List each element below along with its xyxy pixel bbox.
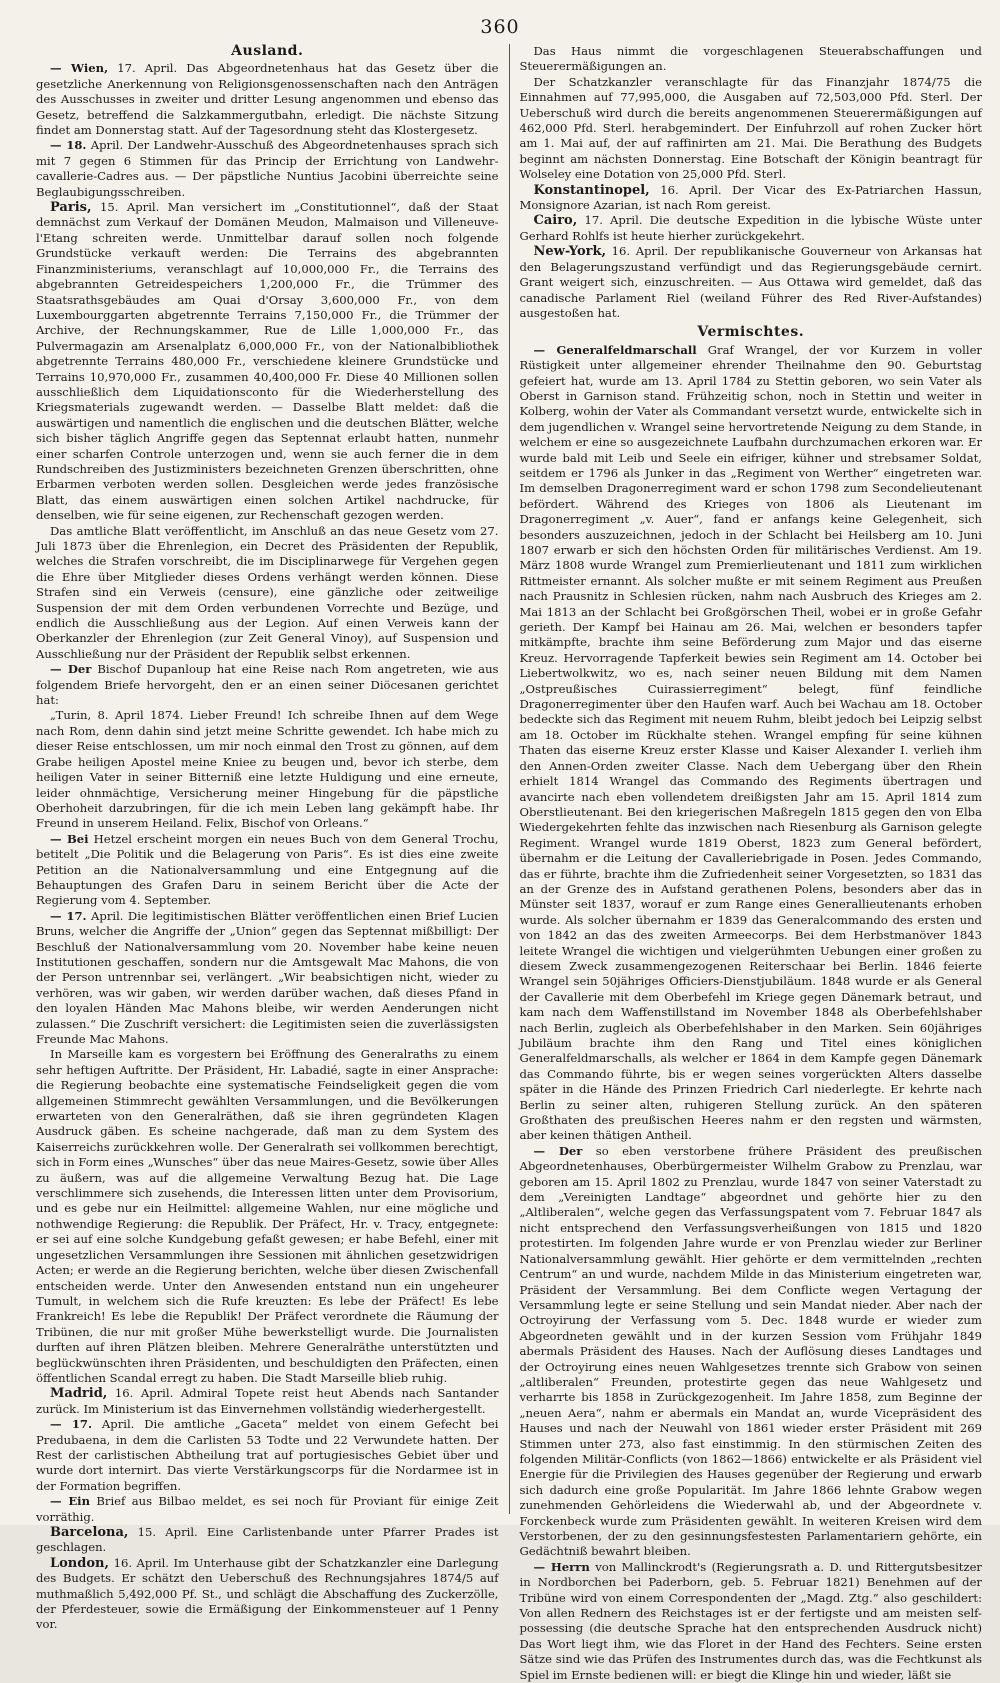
paragraph-text: 17. April. Das Abgeordnetenhaus hat das Gesetz über die gesetzliche Anerkennung von Religionsgenossenschaften nach den Anträgen des Ausschusses in zweiter und dritter Lesung angenommen und ebenso das Gesetz, betreffend die Salzkammergutbahn, erledigt. Die nächste Sitzung findet am Donnerstag statt. Auf der Tagesordnung steht das Klostergesetz.: [36, 61, 499, 138]
dateline: Madrid,: [50, 1386, 108, 1402]
article-paragraph: [36, 1386, 499, 1417]
paragraph-text: 16. April. Der Vicar des Ex-Patriarchen Hassun, Monsignore Azarian, ist nach Rom gereist.: [519, 182, 982, 213]
article-paragraph: [36, 832, 499, 909]
paragraph-text: April. Der Landwehr-Ausschuß des Abgeordnetenhauses sprach sich mit 7 gegen 6 Stimmen für das Princip der Errichtung von Landwehr-cavallerie-Cadres aus. — Der päpstliche Nuntius Jacobini überreichte seine Beglaubigungsschreiben.: [36, 138, 499, 199]
paragraph-text: Brief aus Bilbao meldet, es sei noch für Proviant für einige Zeit vorräthig.: [36, 1494, 499, 1524]
paragraph-text: so eben verstorbene frühere Präsident des preußischen Abgeordnetenhauses, Oberbürgermeister Wilhelm Grabow zu Prenzlau, war geboren am 15. April 1802 zu Prenzlau, wurde 1847 von seiner Vaterstadt zu dem „Vereinigten Landtage“ abgeordnet und gehörte hier zu den „Altliberalen“, welche gegen das Verfassungspatent vom 7. Februar 1847 als nicht entsprechend den Verfassungsverheißungen von 1815 und 1820 protestirten. Im folgenden Jahre wurde er von Prenzlau wieder zur Berliner Nationalversammlung gewählt. Hier gehörte er dem vermittelnden „rechten Centrum“ an und wurde, nachdem Milde in das Ministerium eingetreten war, Präsident der Versammlung. Bei dem Conflicte wegen Vertagung der Versammlung legte er seine Stellung und sein Mandat nieder. Aber nach der Octroyirung der Verfassung vom 5. Dec. 1848 wurde er wieder zum Abgeordneten gewählt und in der kurzen Session vom Frühjahr 1849 abermals Präsident des Hauses. Nach der Auflösung dieses Landtages und der Octroyirung eines neuen Wahlgesetzes trennte sich Grabow von seinen „altliberalen“ Freunden, protestirte gegen das neue Wahlgesetz und verharrte bis 1858 in Zurückgezogenheit. Im Jahre 1858, zum Beginne der „neuen Aera“, nahm er abermals ein Mandat an, wurde Vicepräsident des Hauses und nach der Neuwahl von 1861 wieder erster Präsident mit 269 Stimmen unter 273, also fast einstimmig. In den stürmischen Zeiten des folgenden Militär-Conflicts (von 1862—1866) entwickelte er als Präsident viel Energie für die Privilegien des Hauses gegenüber der Regierung und erwarb sich dadurch eine große Popularität. Im Jahre 1866 lehnte Grabow wegen zunehmenden Gehörleidens die Wiederwahl ab, und der Abgeordnete v. Forckenbeck wurde zum Präsidenten gewählt. In weiteren Kreisen wird dem Verstorbenen, der zu den gesinnungsfestesten Parlamentariern gehörte, ein Gedächtniß bewahrt bleiben.: [519, 1143, 982, 1559]
dateline: Paris,: [50, 200, 92, 216]
article-paragraph: [519, 183, 982, 214]
paragraph-text: 16. April. Im Unterhause gibt der Schatzkanzler eine Darlegung des Budgets. Er schätzt den Ueberschuß des Rechnungsjahres 1874/5 auf muthmaßlich 5,492,000 Pf. St., und schlägt die Abschaffung des Zuckerzölle, der Pferdesteuer, sowie die Ermäßigung der Einkommensteuer auf 1 Penny vor.: [36, 1555, 499, 1632]
paragraph-text: 16. April. Admiral Topete reist heut Abends nach Santander zurück. Im Ministerium ist das Einvernehmen vollständig wiederhergestellt.: [36, 1386, 499, 1416]
article-paragraph: [519, 244, 982, 321]
article-paragraph: [36, 1494, 499, 1525]
article-paragraph: [36, 524, 499, 663]
dateline: — 17.: [50, 908, 87, 923]
dateline: — Generalfeldmarschall: [533, 342, 697, 357]
paragraph-text: 16. April. Der republikanische Gouverneur von Arkansas hat den Belagerungszustand verfündigt und das Regierungsgebäude cernirt. Grant weigert sich, einzuschreiten. — Aus Ottawa wird gemeldet, daß das canadische Parlament Riel (weiland Führer des Red River-Aufstandes) ausgestoßen hat.: [519, 244, 982, 320]
paragraph-text: In Marseille kam es vorgestern bei Eröffnung des Generalraths zu einem sehr heftigen Auftritte. Der Präsident, Hr. Labadié, sagte in einer Ansprache: die Regierung beobachte eine systematische Feindseligkeit gegen die vom allgemeinen Stimmrecht gewählten Versammlungen, und die Bevölkerungen erwarteten von den Generalräthen, daß sie ihren gegründeten Klagen Ausdruck gäben. Es scheine nachgerade, daß man zu dem System des Kaiserreichs zurückkehren wolle. Der Generalrath sei vollkommen berechtigt, sich in Form eines „Wunsches“ über das neue Maires-Gesetz, sowie über Alles zu äußern, was auf die allgemeine Verwaltung Bezug hat. Die Lage verschlimmere sich zusehends, die Interessen litten unter dem Provisorium, und es gebe nur ein Heilmittel: allgemeine Wahlen, nur eine mögliche und nothwendige Regierung: die Republik. Der Präfect, Hr. v. Tracy, entgegnete: er sei auf eine solche Kundgebung gefaßt gewesen; er habe Befehl, einer mit ungesetzlichen Versammlungen ihre Sessionen mit ähnlichen gesetzwidrigen Acten; er werde an die Regierung berichten, welche über diesen Zwischenfall entscheiden werde. Unter den Anwesenden entstand nun ein ungeheurer Tumult, in welchem sich die Rufe kreuzten: Es lebe der Präfect! Es lebe Frankreich! Es lebe die Republik! Der Präfect verordnete die Räumung der Tribünen, die nur mit großer Mühe bewerkstelligt wurde. Die Journalisten durften auf ihren Plätzen bleiben. Mehrere Generalräthe unterstützten und beglückwünschten ihren Präsidenten, und beschuldigten den Präfecten, einen öffentlichen Scandal erregt zu haben. Die Stadt Marseille blieb ruhig.: [36, 1047, 499, 1385]
paragraph-text: 17. April. Die deutsche Expedition in die lybische Wüste unter Gerhard Rohlfs ist heute hierher zurückgekehrt.: [519, 213, 982, 243]
section-title-vermischtes: Vermischtes.: [697, 324, 805, 341]
article-paragraph: [36, 708, 499, 831]
paragraph-text: Das Haus nimmt die vorgeschlagenen Steuerabschaffungen und Steuerermäßigungen an.: [519, 44, 982, 74]
article-paragraph: [36, 1047, 499, 1386]
dateline: — 18.: [50, 138, 87, 153]
paragraph-text: Der Schatzkanzler veranschlagte für das Finanzjahr 1874/75 die Einnahmen auf 77,995,000, die Ausgaben auf 72,503,000 Pfd. Sterl. Der Ueberschuß wird durch die bereits angenommenen Steuerermäßigungen auf 462,000 Pfd. Sterl. herabgemindert. Der Einfuhrzoll auf rohen Zucker hört am 1. Mai auf, der auf raffinirten am 21. Mai. Die Berathung des Budgets beginnt am nächsten Donnerstag. Eine Botschaft der Königin beantragt für Wolseley eine Dotation von 25,000 Pfd. Sterl.: [519, 74, 982, 182]
dateline: — Ein: [50, 1494, 90, 1509]
dateline: Konstantinopel,: [533, 182, 650, 198]
paragraph-text: 15. April. Man versichert im „Constitutionnel“, daß der Staat demnächst zum Verkauf der Domänen Meudon, Malmaison und Villeneuve-l'Etang schreiten werde. Unmittelbar darauf sollen noch folgende Grundstücke verkauft werden: Die Terrains des abgebrannten Finanzministeriums, veranschlagt auf 10,000,000 Fr., die Terrains des abgebrannten Getreidespeichers 1,200,000 Fr., die Trümmer des Staatsrathsgebäudes am Quai d'Orsay 3,600,000 Fr., von dem Luxembourggarten abgetrennte Terrains 7,150,000 Fr., die Trümmer der Archive, der Rechnungskammer, Rue de Lille 1,000,000 Fr., das Pulvermagazin am Arsenalplatz 6,000,000 Fr., von der Nationalbibliothek abgetrennte Terrains 480,000 Fr., verschiedene kleinere Grundstücke und Terrains 10,970,000 Fr., zusammen 40,400,000 Fr. Diese 40 Millionen sollen ausschließlich dem Liquidationsconto für die Wiederherstellung des Kriegsmaterials zugewandt werden. — Dasselbe Blatt meldet: daß die auswärtigen und namentlich die englischen und die deutschen Blätter, welche sich bisher täglich Angriffe gegen das Septennat erlaubt hatten, nunmehr einer scharfen Controle unterzogen und, wenn sie auch ferner die in dem Rundschreiben des Justizministers bezeichneten Grenzen überschritten, ohne Erbarmen verboten werden sollen. Desgleichen werde jedes französische Blatt, das einem auswärtigen einen solchen Artikel nachdrucke, für denselben, wie für seine eigenen, zur Rechenschaft gezogen werden.: [36, 200, 499, 523]
article-paragraph: [519, 213, 982, 244]
paragraph-text: Hetzel erscheint morgen ein neues Buch von dem General Trochu, betitelt „Die Politik und die Belagerung von Paris“. Es ist dies eine zweite Petition an die Nationalversammlung und eine Entgegnung auf die Behauptungen des Grafen Daru in seinem Bericht über die Acte der Regierung vom 4. September.: [36, 831, 499, 908]
article-paragraph: [519, 1144, 982, 1560]
article-paragraph: [36, 200, 499, 524]
article-paragraph: [36, 1525, 499, 1556]
paragraph-text: von Mallinckrodt's (Regierungsrath a. D. und Rittergutsbesitzer in Nordborchen bei Paderborn, geb. 5. Februar 1821) Benehmen auf der Tribüne wird von einem Correspondenten der „Magd. Ztg.“ also geschildert: Von allen Rednern des Reichstages ist er der fertigste und am meisten self-possessing (die deutsche Sprache hat den entsprechenden Ausdruck nicht) Das Wort liegt ihm, wie das Floret in der Hand des Fechters. Seine ersten Sätze sind wie das Prüfen des Instrumentes durch das, was die Fechtkunst als Spiel im Ernste bedienen will: er biegt die Klinge hin und wieder, läßt sie: [519, 1559, 982, 1682]
article-paragraph: [36, 1417, 499, 1494]
dateline: — Der: [50, 662, 92, 677]
page-number: 360: [480, 16, 520, 38]
dateline: — Wien,: [50, 61, 109, 76]
dateline: — Der: [533, 1143, 583, 1158]
article-paragraph: [36, 662, 499, 708]
paragraph-text: Das amtliche Blatt veröffentlicht, im Anschluß an das neue Gesetz vom 27. Juli 1873 über die Ehrenlegion, ein Decret des Präsidenten der Republik, welches die Strafen vorschreibt, die im Disciplinarwege für Vergehen gegen die Ehre über Mitglieder dieses Ordens verhängt werden können. Diese Strafen sind ein Verweis (censure), eine gänzliche oder zeitweilige Suspension der mit dem Orden verbundenen Vorrechte und Bezüge, und endlich die Ausschließung aus der Legion. Auf einen Verweis kann der Oberkanzler der Ehrenlegion (zur Zeit General Vinoy), auf Suspension und Ausschließung nur der Präsident der Republik selbst erkennen.: [36, 523, 499, 661]
paragraph-text: April. Die legitimistischen Blätter veröffentlichen einen Brief Lucien Bruns, welcher die Angriffe der „Union“ gegen das Septennat mißbilligt: Der Beschluß der Nationalversammlung vom 20. November habe keine neuen Institutionen geschaffen, sondern nur die Amtsgewalt Mac Mahons, die von der Person untrennbar sei, verlängert. „Wir beabsichtigen nicht, wieder zu verhören, was wir gaben, wir werden darüber wachen, daß dieses Pfand in den loyalen Händen Mac Mahons bleibe, wir werden Aenderungen nicht zulassen.“ Die Zuschrift versichert: die Legitimisten seien die zuverlässigsten Freunde Mac Mahons.: [36, 908, 499, 1046]
dateline: Barcelona,: [50, 1525, 129, 1540]
section-title-ausland: Ausland.: [231, 43, 304, 59]
article-paragraph: [36, 61, 499, 138]
dateline: London,: [50, 1555, 110, 1571]
column-divider: [509, 44, 510, 1514]
article-paragraph: [36, 138, 499, 200]
article-paragraph: [519, 1560, 982, 1683]
article-paragraph: [519, 44, 982, 75]
dateline: — 17.: [50, 1417, 93, 1432]
left-column: [36, 43, 499, 1632]
right-column: [519, 44, 982, 1682]
article-paragraph: [36, 909, 499, 1048]
dateline: New-York,: [533, 244, 606, 260]
dateline: Cairo,: [533, 213, 578, 229]
article-paragraph: [36, 1556, 499, 1633]
article-paragraph: [519, 343, 982, 1144]
paragraph-text: Graf Wrangel, der vor Kurzem in voller Rüstigkeit unter allgemeiner ehrender Theilnahme den 90. Geburtstag gefeiert hat, wurde am 13. April 1784 zu Stettin geboren, wo sein Vater als Oberst in Garnison stand. Frühzeitig schon, noch in Stettin und weiter in Kolberg, wohin der Vater als Commandant versetzt wurde, entwickelte sich in dem jugendlichen v. Wrangel seine hervortretende Neigung zu dem Stande, in welchem er eine so ausgezeichnete Laufbahn durchzumachen erkoren war. Er wurde bald mit Leib und Seele ein eifriger, kühner und strebsamer Soldat, seitdem er 1796 als Junker in das „Regiment von Werther“ eingetreten war. Im demselben Dragonerregiment ward er schon 1798 zum Secondelieutenant befördert. Während des Krieges von 1806 als Lieutenant im Dragonerregiment „v. Auer“, fand er anfangs keine Gelegenheit, sich besonders auszuzeichnen, jedoch in der Schlacht bei Heilsberg am 10. Juni 1807 erwarb er sich den höchsten Orden für militärisches Verdienst. Am 19. März 1808 wurde Wrangel zum Premierlieutenant und 1811 zum wirklichen Rittmeister ernannt. Als solcher mußte er mit seinem Regiment aus Preußen nach Prausnitz in Schlesien rücken, nahm nach Ausbruch des Krieges am 2. Mai 1813 an der Schlacht bei Großgörschen Theil, wobei er in große Gefahr gerieth. Der Kampf bei Hainau am 26. Mai, welchen er besonders tapfer mitkämpfte, brachte ihm seine Beförderung zum Major und das eiserne Kreuz. Hervorragende Tapferkeit bewies sein Regiment am 14. October bei Liebertwolkwitz, wo es, nach seiner neuen Bildung mit dem Namen „Ostpreußisches Cuirassierregiment“ belegt, fünf feindliche Dragonerregimenter über den Haufen warf. Auch bei Wachau am 18. October bedeckte sich das Regiment mit neuem Ruhm, bleibt jedoch bei Leipzig selbst am 18. October im Rückhalte stehen. Wrangel empfing für seine kühnen Thaten das eiserne Kreuz erster Klasse und Kaiser Alexander I. verlieh ihm den Annen-Orden zweiter Classe. Nach dem Uebergang über den Rhein erhielt 1814 Wrangel das Commando des Regiments übertragen und avancirte nach eben vollendetem dreißigsten Jahr am 15. April 1814 zum Oberstlieutenant. Bei den kriegerischen Maßregeln 1815 gegen den von Elba Wiedergekehrten fehlte das inzwischen nach Riesenburg als Garnison gelegte Regiment. Wrangel wurde 1819 Oberst, 1823 zum General befördert, übernahm er die Leitung der Cavalleriebrigade in Posen. Jedes Commando, das er führte, brachte ihm die Zufriedenheit seiner Vorgesetzten, so 1831 das an der Grenze des in Aufstand gerathenen Polens, besonders aber das in Münster seit 1837, worauf er zum Range eines Generallieutenants erhoben wurde. Als solcher übernahm er 1839 das Generalcommando des ersten und von 1842 an das des zweiten Armeecorps. Bei dem Herbstmanöver 1843 leitete Wrangel die wichtigen und vielgerühmten Uebungen einer großen zu diesem Zweck zusammengezogenen Reiterschaar bei Berlin. 1846 feierte Wrangel sein 50jähriges Officiers-Dienstjubiläum. 1848 wurde er als General der Cavallerie mit dem Oberbefehl im Kriege gegen Dänemark betraut, und kam nach dem Waffenstillstand im November 1848 als Oberbefehlshaber nach Berlin, zugleich als Oberbefehlshaber in den Marken. Sein 60jähriges Jubiläum brachte ihm den Rang und Titel eines königlichen Generalfeldmarschalls, als welcher er 1864 in dem Kampfe gegen Dänemark das Commando führte, bis er wegen seines vorgerückten Alters dasselbe später in die Hände des Prinzen Friedrich Carl niederlegte. Er kehrte nach Berlin zu seiner alten, ruhigeren Stellung zurück. An den späteren Großthaten des preußischen Heeres nahm er den regsten und wärmsten, aber keinen thätigen Antheil.: [519, 342, 982, 1143]
paragraph-text: 15. April. Eine Carlistenbande unter Pfarrer Prades ist geschlagen.: [36, 1525, 499, 1555]
dateline: — Bei: [50, 831, 89, 846]
paragraph-text: „Turin, 8. April 1874. Lieber Freund! Ich schreibe Ihnen auf dem Wege nach Rom, denn dahin sind jetzt meine Schritte gewendet. Ich habe mich zu dieser Reise entschlossen, um mir noch einmal den Trost zu gönnen, auf dem Grabe heiligen Apostel meine Kniee zu beugen und, bevor ich sterbe, dem heiligen Vater in seiner Bitterniß eine letzte Huldigung und eine erneute, leider ohnmächtige, Versicherung meiner Hingebung für die päpstliche Oberhoheit darzubringen, für die ich mein Leben lang gekämpft habe. Ihr Freund in unserem Heiland. Felix, Bischof von Orleans.“: [36, 708, 499, 831]
columns: [36, 43, 982, 1682]
paragraph-text: Bischof Dupanloup hat eine Reise nach Rom angetreten, wie aus folgendem Briefe hervorgeht, den er an einen seiner Diöcesanen gerichtet hat:: [36, 662, 499, 708]
article-paragraph: [519, 75, 982, 183]
dateline: — Herrn: [533, 1559, 590, 1574]
paragraph-text: April. Die amtliche „Gaceta“ meldet von einem Gefecht bei Predubaena, in dem die Carlisten 53 Todte und 22 Verwundete hatten. Der Rest der carlistischen Abtheilung trat auf portugiesisches Gebiet über und wurde dort internirt. Das vierte Verstärkungscorps für die Nordarmee ist in der Formation begriffen.: [36, 1417, 499, 1493]
